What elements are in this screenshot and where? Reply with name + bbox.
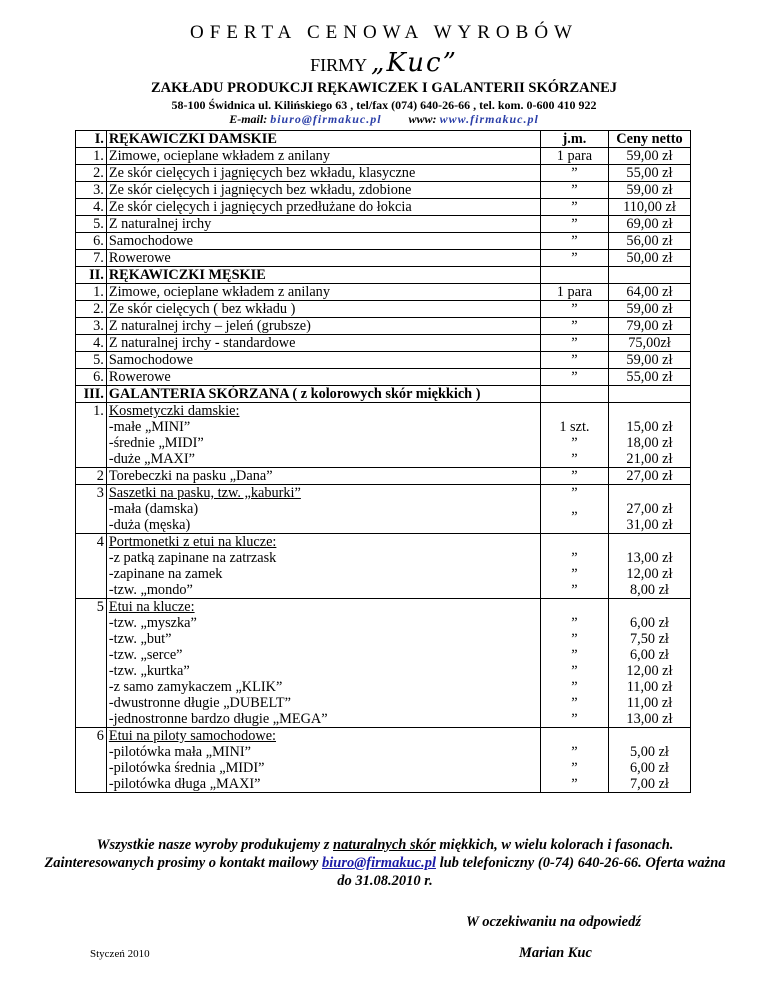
row-number: 5	[76, 599, 107, 728]
row-units	[540, 485, 608, 534]
item-name: -z samo zamykaczem „KLIK”	[108, 679, 283, 695]
row-price: 27,00 zł	[608, 468, 690, 485]
item-name: -duża (męska)	[108, 517, 191, 533]
row-group	[106, 403, 540, 468]
row-price: 64,00 zł	[608, 284, 690, 301]
row-number: 5.	[76, 352, 107, 369]
row-number: 4.	[76, 335, 107, 352]
www-link[interactable]: www.firmakuc.pl	[439, 112, 539, 126]
firm-prefix: FIRMY	[310, 55, 367, 75]
footer-text: Wszystkie nasze wyroby produkujemy z	[96, 837, 330, 853]
group-title: Kosmetyczki damskie:	[108, 403, 240, 419]
section-number: II.	[76, 267, 107, 284]
row-unit: ”	[540, 250, 608, 267]
item-unit: ”	[571, 435, 578, 451]
row-name: Samochodowe	[106, 352, 540, 369]
row-name: Ze skór cielęcych ( bez wkładu )	[106, 301, 540, 318]
document-date: Styczeń 2010	[90, 948, 150, 960]
item-name: -pilotówka średnia „MIDI”	[108, 760, 265, 776]
footer-underlined: naturalnych skór	[333, 837, 436, 853]
row-name: Rowerowe	[106, 369, 540, 386]
section-title: RĘKAWICZKI DAMSKIE	[106, 131, 540, 148]
item-name: -tzw. „but”	[108, 631, 172, 647]
item-price: 6,00 zł	[629, 647, 669, 663]
item-unit: ”	[571, 550, 578, 566]
row-unit: ”	[540, 216, 608, 233]
row-units	[540, 403, 608, 468]
item-unit: ”	[571, 582, 578, 598]
row-price: 75,00zł	[608, 335, 690, 352]
empty-cell	[608, 267, 690, 284]
row-unit: ”	[540, 318, 608, 335]
table-row	[76, 352, 691, 369]
item-unit: ”	[571, 485, 578, 501]
column-header-price: Ceny netto	[608, 131, 690, 148]
email-label: E-mail:	[229, 112, 268, 126]
row-units	[540, 728, 608, 793]
item-name: -tzw. „serce”	[108, 647, 183, 663]
section-number: I.	[76, 131, 107, 148]
section-number: III.	[76, 386, 107, 403]
row-price: 55,00 zł	[608, 369, 690, 386]
row-number: 4.	[76, 199, 107, 216]
item-name: -duże „MAXI”	[108, 451, 195, 467]
item-name: -tzw. „mondo”	[108, 582, 193, 598]
item-unit: ”	[571, 631, 578, 647]
row-name: Zimowe, ocieplane wkładem z anilany	[106, 148, 540, 165]
row-group	[106, 485, 540, 534]
row-unit: ”	[540, 182, 608, 199]
item-unit: ”	[571, 776, 578, 792]
row-unit: ”	[540, 352, 608, 369]
item-unit: ”	[571, 744, 578, 760]
table-row	[76, 403, 691, 468]
row-prices	[608, 403, 690, 468]
www-label: www:	[408, 112, 437, 126]
table-row	[76, 182, 691, 199]
row-price: 56,00 zł	[608, 233, 690, 250]
row-number: 2.	[76, 165, 107, 182]
table-row	[76, 216, 691, 233]
row-name: Ze skór cielęcych i jagnięcych przedłużane do łokcia	[106, 199, 540, 216]
group-title: Portmonetki z etui na klucze:	[108, 534, 277, 550]
item-price: 31,00 zł	[626, 517, 673, 533]
item-price: 13,00 zł	[626, 711, 673, 727]
section-header-row	[76, 267, 691, 284]
item-price: 8,00 zł	[629, 582, 669, 598]
group-title: Etui na klucze:	[108, 599, 195, 615]
row-prices	[608, 485, 690, 534]
row-name: Ze skór cielęcych i jagnięcych bez wkładu, klasyczne	[106, 165, 540, 182]
row-unit: ”	[540, 233, 608, 250]
firm-line	[0, 48, 768, 78]
company-address: 58-100 Świdnica ul. Kilińskiego 63 , tel/fax (074) 640-26-66 , tel. kom. 0-600 410 922	[171, 98, 597, 112]
row-prices	[608, 599, 690, 728]
row-number: 1.	[76, 403, 107, 468]
row-name: Z naturalnej irchy	[106, 216, 540, 233]
item-name: -pilotówka mała „MINI”	[108, 744, 251, 760]
item-unit: ”	[571, 760, 578, 776]
footer-note	[40, 836, 730, 890]
section-title: GALANTERIA SKÓRZANA ( z kolorowych skór miękkich )	[106, 386, 540, 403]
row-unit: 1 para	[540, 148, 608, 165]
row-number: 6	[76, 728, 107, 793]
row-unit: ”	[540, 199, 608, 216]
item-price: 15,00 zł	[626, 419, 673, 435]
section-title: RĘKAWICZKI MĘSKIE	[106, 267, 540, 284]
table-row	[76, 148, 691, 165]
footer-text: lub telefoniczny (0-74) 640-26-66. Oferta ważna do 31.08.2010 r.	[337, 855, 726, 889]
item-unit: 1 szt.	[559, 419, 590, 435]
row-number: 3.	[76, 182, 107, 199]
row-group	[106, 728, 540, 793]
row-price: 110,00 zł	[608, 199, 690, 216]
firm-name-logo: „Kuc”	[370, 48, 458, 78]
table-row	[76, 534, 691, 599]
item-price: 11,00 zł	[626, 679, 673, 695]
table-row	[76, 165, 691, 182]
row-unit: 1 para	[540, 284, 608, 301]
item-name: -dwustronne długie „DUBELT”	[108, 695, 291, 711]
item-unit: ”	[571, 679, 578, 695]
item-unit: ”	[571, 451, 578, 467]
contact-line	[0, 112, 768, 127]
table-row	[76, 284, 691, 301]
table-row	[76, 369, 691, 386]
item-price: 11,00 zł	[626, 695, 673, 711]
row-prices	[608, 728, 690, 793]
closing-line: W oczekiwaniu na odpowiedź	[466, 914, 641, 930]
email-link[interactable]: biuro@firmakuc.pl	[270, 112, 382, 126]
table-row	[76, 468, 691, 485]
company-name: ZAKŁADU PRODUKCJI RĘKAWICZEK I GALANTERII SKÓRZANEJ	[150, 80, 618, 96]
group-title: Saszetki na pasku, tzw. „kaburki”	[108, 485, 301, 501]
row-name: Samochodowe	[106, 233, 540, 250]
row-number: 3.	[76, 318, 107, 335]
row-unit: ”	[540, 301, 608, 318]
item-name: -mała (damska)	[108, 501, 199, 517]
row-price: 79,00 zł	[608, 318, 690, 335]
item-name: -jednostronne bardzo długie „MEGA”	[108, 711, 328, 727]
table-row	[76, 199, 691, 216]
item-name: -z patką zapinane na zatrzask	[108, 550, 277, 566]
item-price: 13,00 zł	[626, 550, 673, 566]
row-price: 59,00 zł	[608, 352, 690, 369]
row-price: 69,00 zł	[608, 216, 690, 233]
row-number: 1.	[76, 148, 107, 165]
item-unit: ”	[571, 647, 578, 663]
footer-text: miękkich, w wielu kolorach i fasonach. Zainteresowanych prosimy o kontakt mailowy	[44, 837, 674, 871]
item-price: 6,00 zł	[629, 615, 669, 631]
item-price: 21,00 zł	[626, 451, 673, 467]
price-table	[75, 130, 691, 793]
row-units	[540, 534, 608, 599]
section-header-row	[76, 386, 691, 403]
item-unit: „	[571, 501, 578, 517]
row-price: 59,00 zł	[608, 148, 690, 165]
item-unit: ”	[571, 663, 578, 679]
row-name: Z naturalnej irchy – jeleń (grubsze)	[106, 318, 540, 335]
section-header-row	[76, 131, 691, 148]
item-name: -średnie „MIDI”	[108, 435, 204, 451]
row-name: Zimowe, ocieplane wkładem z anilany	[106, 284, 540, 301]
empty-cell	[540, 267, 608, 284]
table-row	[76, 599, 691, 728]
row-name: Rowerowe	[106, 250, 540, 267]
table-row	[76, 233, 691, 250]
item-price: 12,00 zł	[626, 566, 673, 582]
item-name: -tzw. „myszka”	[108, 615, 197, 631]
row-number: 5.	[76, 216, 107, 233]
row-unit: ”	[540, 165, 608, 182]
row-number: 1.	[76, 284, 107, 301]
row-unit: ”	[540, 369, 608, 386]
row-name: Ze skór cielęcych i jagnięcych bez wkładu, zdobione	[106, 182, 540, 199]
document-title: OFERTA CENOWA WYROBÓW	[190, 22, 578, 43]
table-row	[76, 728, 691, 793]
row-group	[106, 599, 540, 728]
column-header-jm: j.m.	[540, 131, 608, 148]
item-unit: ”	[571, 695, 578, 711]
table-row	[76, 485, 691, 534]
row-units	[540, 599, 608, 728]
item-name: -zapinane na zamek	[108, 566, 223, 582]
item-price: 7,50 zł	[629, 631, 669, 647]
item-price: 27,00 zł	[626, 501, 673, 517]
row-prices	[608, 534, 690, 599]
empty-cell	[608, 386, 690, 403]
signature: Marian Kuc	[519, 945, 592, 961]
row-price: 50,00 zł	[608, 250, 690, 267]
row-unit: ”	[540, 468, 608, 485]
row-number: 6.	[76, 233, 107, 250]
footer-email-link[interactable]: biuro@firmakuc.pl	[321, 855, 436, 871]
table-row	[76, 318, 691, 335]
row-number: 7.	[76, 250, 107, 267]
table-row	[76, 250, 691, 267]
row-name: Torebeczki na pasku „Dana”	[106, 468, 540, 485]
item-unit: ”	[571, 615, 578, 631]
row-number: 6.	[76, 369, 107, 386]
item-price: 12,00 zł	[626, 663, 673, 679]
row-number: 2	[76, 468, 107, 485]
row-number: 3	[76, 485, 107, 534]
item-price: 7,00 zł	[629, 776, 669, 792]
item-name: -małe „MINI”	[108, 419, 191, 435]
row-price: 59,00 zł	[608, 301, 690, 318]
row-number: 4	[76, 534, 107, 599]
item-price: 5,00 zł	[629, 744, 669, 760]
item-name: -tzw. „kurtka”	[108, 663, 190, 679]
item-unit: ”	[571, 566, 578, 582]
group-title: Etui na piloty samochodowe:	[108, 728, 277, 744]
table-row	[76, 301, 691, 318]
item-price: 6,00 zł	[629, 760, 669, 776]
row-price: 55,00 zł	[608, 165, 690, 182]
item-price: 18,00 zł	[626, 435, 673, 451]
row-number: 2.	[76, 301, 107, 318]
row-group	[106, 534, 540, 599]
item-unit: ”	[571, 711, 578, 727]
row-price: 59,00 zł	[608, 182, 690, 199]
item-name: -pilotówka długa „MAXI”	[108, 776, 261, 792]
empty-cell	[540, 386, 608, 403]
row-unit: ”	[540, 335, 608, 352]
table-row	[76, 335, 691, 352]
row-name: Z naturalnej irchy - standardowe	[106, 335, 540, 352]
